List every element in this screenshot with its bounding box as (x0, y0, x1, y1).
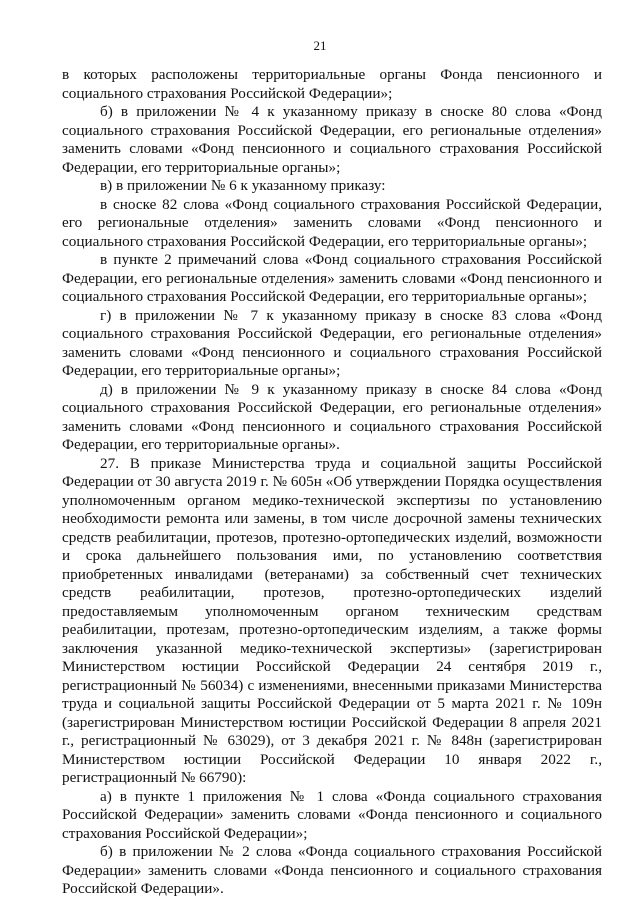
document-body (62, 66, 602, 899)
paragraph-item-d-appendix-9: д) в приложении № 9 к указанному приказу в сноске 84 слова «Фонд социального страхования Российской Федерации, его региональные отделения» заменить словами «Фонд пенсионного и социального страхования Российской Федерации, его территориальные органы». (62, 380, 602, 453)
paragraph-item-a-appendix-1: а) в пункте 1 приложения № 1 слова «Фонда социального страхования Российской Федерации» заменить словами «Фонда пенсионного и социального страхования Российской Федерации»; (62, 787, 602, 842)
paragraph-footnote-82: в сноске 82 слова «Фонд социального страхования Российской Федерации, его региональные отделения» заменить словами «Фонд пенсионного и социального страхования Российской Федерации, его территориальные органы»; (62, 195, 602, 250)
paragraph-notes-point-2: в пункте 2 примечаний слова «Фонд социального страхования Российской Федерации, его региональные отделения» заменить словами «Фонд пенсионного и социального страхования Российской Федерации, его территориальные органы»; (62, 251, 602, 305)
paragraph-section-27: 27. В приказе Министерства труда и социальной защиты Российской Федерации от 30 августа 2019 г. № 605н «Об утверждении Порядка осуществления уполномоченным органом медико-технической экспертизы по установлению необходимости ремонта или замены, в том числе досрочной замены технических средств реабилитации, протезов, протезно-ортопедических изделий, возможности и срока дальнейшего пользования ими, по установлению соответствия приобретенных инвалидами (ветеранами) за собственный счет технических средств реабилитации, протезов, протезно-ортопедических изделий предоставляемым уполномоченным органом техническим средствам реабилитации, протезам, протезно-ортопедическим изделиям, а также формы заключения указанной медико-технической экспертизы» (зарегистрирован Министерством юстиции Российской Федерации 24 сентября 2019 г., регистрационный № 56034) с изменениями, внесенными приказами Министерства труда и социальной защиты Российской Федерации от 5 марта 2021 г. № 109н (зарегистрирован Министерством юстиции Российской Федерации 8 апреля 2021 г., регистрационный № 63029), от 3 декабря 2021 г. № 848н (зарегистрирован Министерством юстиции Российской Федерации 10 января 2022 г., регистрационный № 66790): (62, 454, 602, 786)
paragraph-item-g-appendix-7: г) в приложении № 7 к указанному приказу в сноске 83 слова «Фонд социального страхования Российской Федерации, его региональные отделения» заменить словами «Фонд пенсионного и социального страхования Российской Федерации, его территориальные органы»; (62, 306, 602, 379)
paragraph-continuation: в которых расположены территориальные органы Фонда пенсионного и социального страхования Российской Федерации»; (62, 66, 602, 102)
paragraph-item-v-appendix-6: в) в приложении № 6 к указанному приказу: (100, 177, 386, 194)
page-number: 21 (313, 38, 327, 53)
paragraph-item-b-appendix-4: б) в приложении № 4 к указанному приказу в сноске 80 слова «Фонд социального страхования Российской Федерации, его региональные отделения» заменить словами «Фонд пенсионного и социального страхования Российской Федерации, его территориальные органы»; (62, 103, 602, 176)
paragraph-item-b-appendix-2: б) в приложении № 2 слова «Фонда социального страхования Российской Федерации» заменить словами «Фонда пенсионного и социального страхования Российской Федерации». (62, 843, 602, 897)
